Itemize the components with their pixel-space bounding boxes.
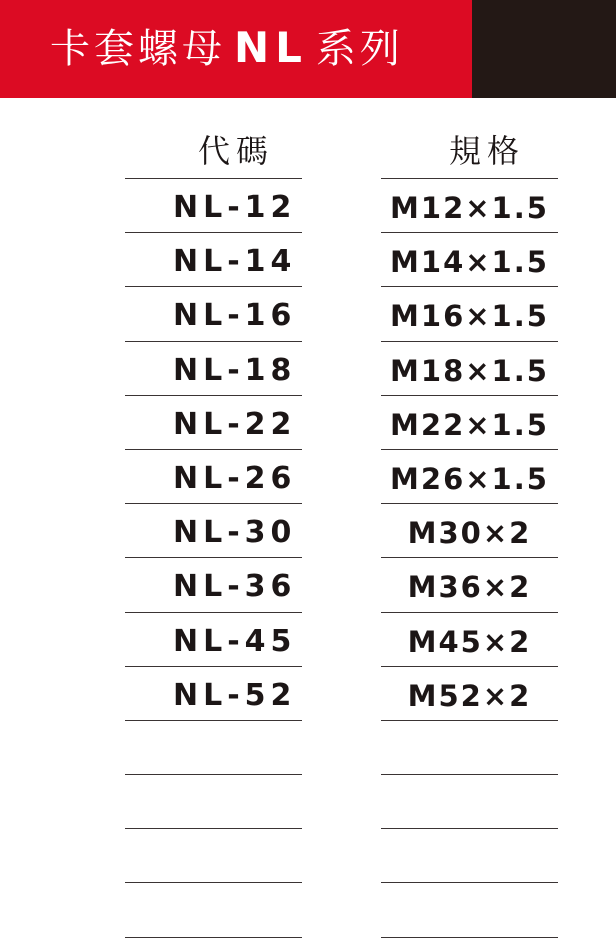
code-column bbox=[125, 120, 302, 938]
empty-spec-cell bbox=[381, 883, 558, 937]
page-title-series-code: NL bbox=[234, 23, 308, 72]
code-cell: NL-14 bbox=[125, 233, 302, 287]
page-title bbox=[50, 20, 404, 76]
code-cell: NL-18 bbox=[125, 342, 302, 396]
spec-cell: M45×2 bbox=[381, 613, 558, 667]
empty-code-cell bbox=[125, 721, 302, 775]
empty-spec-cell bbox=[381, 829, 558, 883]
code-cell: NL-26 bbox=[125, 450, 302, 504]
code-cell: NL-22 bbox=[125, 396, 302, 450]
code-cell: NL-16 bbox=[125, 287, 302, 341]
spec-cell: M14×1.5 bbox=[381, 233, 558, 287]
empty-code-cell bbox=[125, 883, 302, 937]
spec-cell: M22×1.5 bbox=[381, 396, 558, 450]
code-cell: NL-30 bbox=[125, 504, 302, 558]
page-title-prefix: 卡套螺母 bbox=[50, 26, 226, 72]
code-cell: NL-52 bbox=[125, 667, 302, 721]
spec-cell: M16×1.5 bbox=[381, 287, 558, 341]
empty-spec-cell bbox=[381, 775, 558, 829]
empty-spec-cell bbox=[381, 721, 558, 775]
spec-cell: M18×1.5 bbox=[381, 342, 558, 396]
spec-cell: M12×1.5 bbox=[381, 179, 558, 233]
spec-cell: M26×1.5 bbox=[381, 450, 558, 504]
code-cell: NL-36 bbox=[125, 558, 302, 612]
column-header-spec: 規格 bbox=[381, 120, 558, 179]
empty-code-cell bbox=[125, 775, 302, 829]
banner-dark-block bbox=[472, 0, 616, 98]
page-title-suffix: 系列 bbox=[315, 26, 404, 72]
code-cell: NL-12 bbox=[125, 179, 302, 233]
spec-cell: M36×2 bbox=[381, 558, 558, 612]
column-header-code: 代碼 bbox=[125, 120, 302, 179]
spec-cell: M30×2 bbox=[381, 504, 558, 558]
spec-column bbox=[381, 120, 558, 938]
spec-cell: M52×2 bbox=[381, 667, 558, 721]
code-cell: NL-45 bbox=[125, 613, 302, 667]
empty-code-cell bbox=[125, 829, 302, 883]
header-banner bbox=[0, 0, 616, 98]
